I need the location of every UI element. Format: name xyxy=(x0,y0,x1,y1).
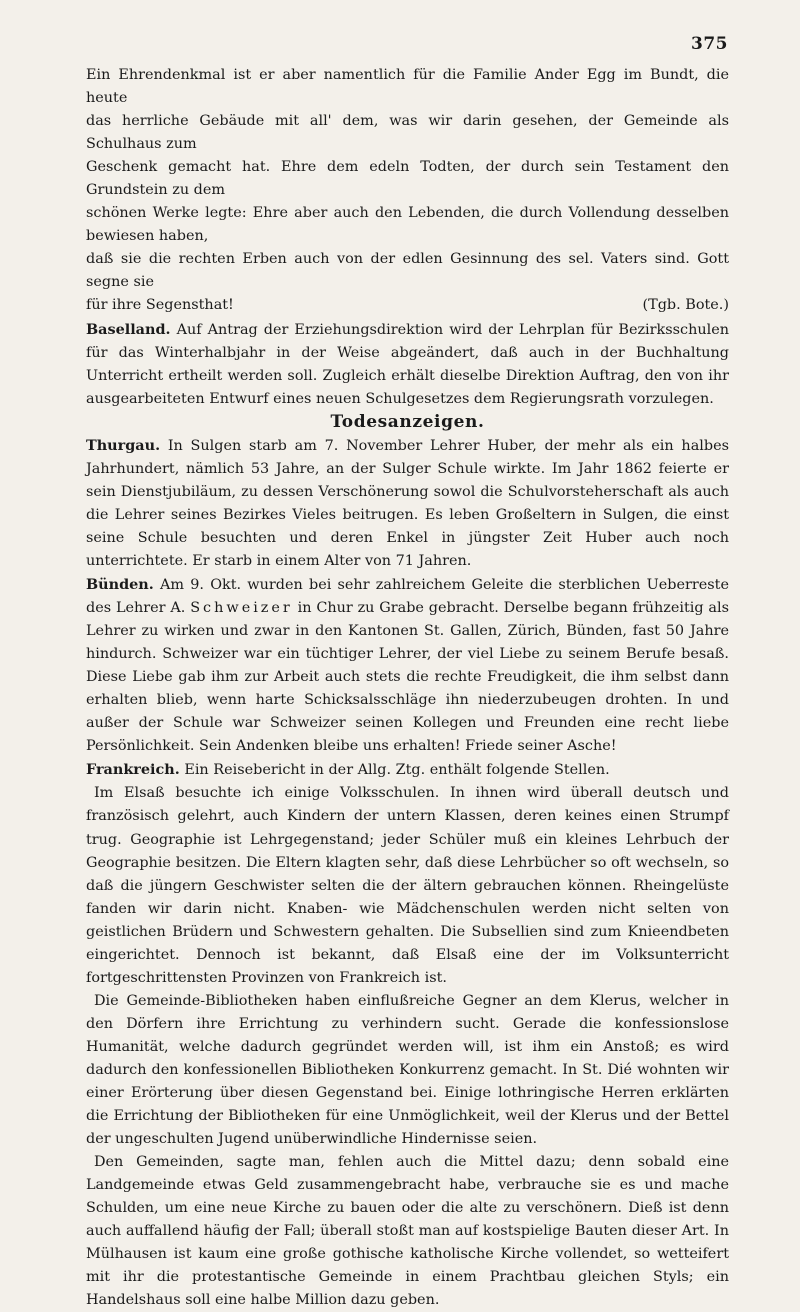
text-thurgau: In Sulgen starb am 7. November Lehrer Huber, der mehr als ein halbes Jahrhundert, nämlich 53 Jahre, an der Sulger Schule wirkte. Im Jahr 1862 feierte er sein Dienstjubiläum, zu dessen Verschönerung sowol die Schulvorsteherschaft als auch die Lehrer seines Bezirkes Vieles beitrugen. Es leben Großeltern in Sulgen, die einst seine Schule besuchten und deren Enkel in jüngster Zeit Huber auch noch unterrichtete. Er starb in einem Alter von 71 Jahren. xyxy=(86,437,729,569)
text-line: daß sie die rechten Erben auch von der edlen Gesinnung des sel. Vaters sind. Gott segne sie xyxy=(86,251,729,291)
paragraph-elsass: Im Elsaß besuchte ich einige Volksschulen. In ihnen wird überall deutsch und französisch gelehrt, auch Kindern der untern Klassen, deren keines einen Strumpf trug. Geographie ist Lehrgegenstand; jeder Schüler muß ein kleines Lehrbuch der Geographie besitzen. Die Eltern klagten sehr, daß diese Lehrbücher so oft wechseln, so daß die jüngern Geschwister selten die der ältern gebrauchen können. Rheingelüste fanden wir darin nicht. Knaben- wie Mädchenschulen werden nicht selten von geistlichen Brüdern und Schwestern gehalten. Die Subsellien sind zum Knieendbeten eingerichtet. Dennoch ist bekannt, daß Elsaß eine der im Volksunterricht fortgeschrittensten Provinzen von Frankreich ist. xyxy=(86,785,729,986)
text-frankreich: Ein Reisebericht in der Allg. Ztg. enthält folgende Stellen. xyxy=(179,762,610,779)
text-line: das herrliche Gebäude mit all' dem, was wir darin gesehen, der Gemeinde als Schulhaus zum xyxy=(86,113,729,153)
paragraph-buenden xyxy=(86,573,729,758)
section-heading: Todesanzeigen. xyxy=(330,411,485,432)
runin-baselland: Baselland. xyxy=(86,320,171,338)
name-schweizer: Schweizer xyxy=(190,600,293,617)
runin-buenden: Bünden. xyxy=(86,575,154,593)
runin-thurgau: Thurgau. xyxy=(86,436,161,454)
closing-text: für ihre Segensthat! xyxy=(86,297,234,314)
source-attribution: (Tgb. Bote.) xyxy=(642,297,729,314)
runin-frankreich: Frankreich. xyxy=(86,761,180,779)
closing-line xyxy=(86,294,729,317)
page-number: 375 xyxy=(691,34,728,54)
text-line: Ein Ehrendenkmal ist er aber namentlich für die Familie Ander Egg im Bundt, die heute xyxy=(86,67,729,107)
paragraph-frankreich xyxy=(86,758,729,782)
paragraph-gemeinden: Den Gemeinden, sagte man, fehlen auch die Mittel dazu; denn sobald eine Landgemeinde etwas Geld zusammengebracht habe, verbrauche sie es und mache Schulden, um eine neue Kirche zu bauen oder die alte zu verschönern. Dieß ist denn auch auffallend häufig der Fall; überall stoßt man auf kostspielige Bauten dieser Art. In Mülhausen ist kaum eine große gothische katholische Kirche vollendet, so wetteifert mit ihr die protestantische Gemeinde in einem Prachtbau gleichen Styls; ein Handelshaus soll eine halbe Million dazu geben. xyxy=(86,1154,729,1309)
text-buenden-b: in Chur zu Grabe gebracht. Derselbe begann frühzeitig als Lehrer zu wirken und zwar in den Kantonen St. Gallen, Zürich, Bünden, fast 50 Jahre hindurch. Schweizer war ein tüchtiger Lehrer, der viel Liebe zu seinem Berufe besaß. Diese Liebe gab ihm zur Arbeit auch stets die rechte Freudigkeit, die ihm selbst dann erhalten blieb, wenn harte Schicksalsschläge ihn niederzubeugen drohten. In und außer der Schule war Schweizer seinen Kollegen und Freunden eine recht liebe Persönlichkeit. Sein Andenken bleibe uns erhalten! Friede seiner Asche! xyxy=(86,600,729,755)
text-baselland: Auf Antrag der Erziehungsdirektion wird der Lehrplan für Bezirksschulen für das Winterhalbjahr in der Weise abgeändert, daß auch in der Buchhaltung Unterricht ertheilt werden soll. Zugleich erhält dieselbe Direktion Auftrag, den von ihr ausgearbeiteten Entwurf eines neuen Schulgesetzes dem Regierungsrath vorzulegen. xyxy=(86,321,729,407)
paragraph-bibliotheken: Die Gemeinde-Bibliotheken haben einflußreiche Gegner an dem Klerus, welcher in den Dörfern ihre Errichtung zu verhindern sucht. Gerade die konfessionslose Humanität, welche dadurch gegründet werden will, ist ihm ein Anstoß; es wird dadurch den konfessionellen Bibliotheken Konkurrenz gemacht. In St. Dié wohnten wir einer Erörterung über diesen Gegenstand bei. Einige lothringische Herren erklärten die Errichtung der Bibliotheken für eine Unmöglichkeit, weil der Klerus und der Bettel der ungeschulten Jugend unüberwindliche Hindernisse seien. xyxy=(86,992,729,1148)
paragraph-thurgau xyxy=(86,434,729,573)
text-line: schönen Werke legte: Ehre aber auch den Lebenden, die durch Vollendung desselben bewiesen haben, xyxy=(86,205,729,245)
paragraph-baselland xyxy=(86,318,729,411)
paragraph-ehrendenkmal xyxy=(86,64,729,318)
text-buenden-a: Am 9. Okt. wurden bei sehr zahlreichem Geleite die sterblichen Ueberreste des Lehrer A. xyxy=(86,576,729,617)
text-line: Geschenk gemacht hat. Ehre dem edeln Todten, der durch sein Testament den Grundstein zu dem xyxy=(86,159,729,199)
article-column xyxy=(86,64,729,1312)
